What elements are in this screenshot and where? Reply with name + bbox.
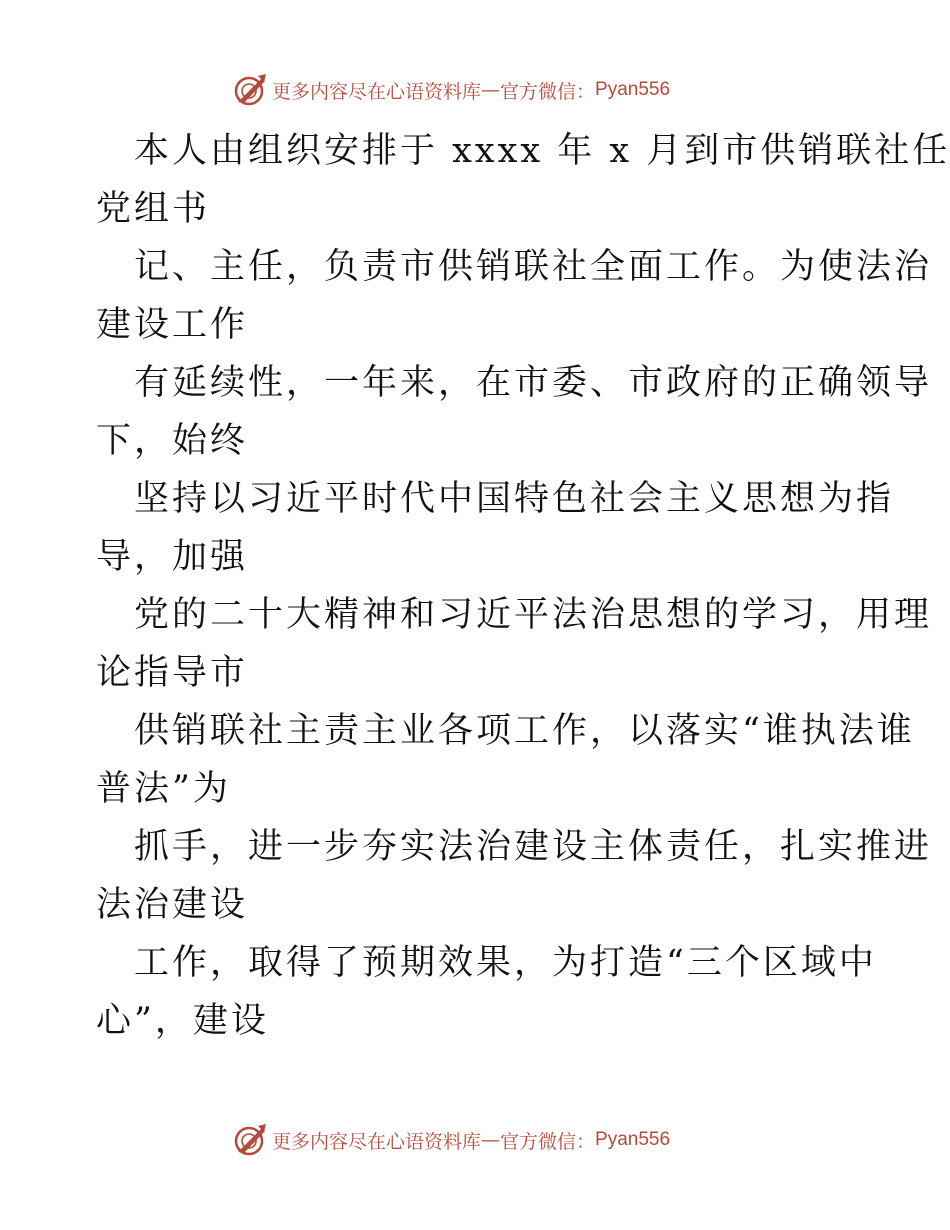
footer-watermark (232, 1120, 670, 1160)
watermark-official-label: 官方微信： (500, 1130, 596, 1153)
text-line: 供销联社主责主业各项工作，以落实“谁执法谁 (134, 711, 915, 751)
watermark-wechat-id: Pyan556 (595, 1129, 671, 1150)
text-line: 建设工作 (96, 305, 249, 345)
text-line: 工作，取得了预期效果，为打造“三个区域中 (134, 943, 877, 983)
watermark-wechat-id: Pyan556 (595, 79, 671, 100)
header-watermark (232, 70, 670, 110)
text-line: 党组书 (96, 189, 211, 229)
text-line: 论指导市 (96, 653, 249, 693)
text-line: 抓手，进一步夯实法治建设主体责任，扎实推进 (134, 827, 933, 867)
watermark-dash: — (481, 1129, 501, 1151)
quill-pen-logo-icon (232, 72, 268, 108)
watermark-dash: — (481, 79, 501, 101)
watermark-official-label: 官方微信： (500, 80, 596, 103)
text-line: 本人由组织安排于 xxxx 年 x 月到市供销联社任 (134, 131, 950, 171)
watermark-brand-text: 更多内容尽在心语资料库 (272, 80, 482, 103)
watermark-brand-text: 更多内容尽在心语资料库 (272, 1130, 482, 1153)
quill-pen-logo-icon (232, 1122, 268, 1158)
text-line: 下，始终 (96, 421, 249, 461)
text-line: 法治建设 (96, 885, 249, 925)
text-line: 坚持以习近平时代中国特色社会主义思想为指 (134, 479, 895, 519)
text-line: 记、主任，负责市供销联社全面工作。为使法治 (134, 247, 933, 287)
text-line: 有延续性，一年来，在市委、市政府的正确领导 (134, 363, 933, 403)
document-body (96, 122, 950, 1050)
text-line: 党的二十大精神和习近平法治思想的学习，用理 (134, 595, 933, 635)
text-line: 普法”为 (96, 769, 231, 809)
text-line: 心”，建设 (96, 1001, 269, 1041)
text-line: 导，加强 (96, 537, 249, 577)
